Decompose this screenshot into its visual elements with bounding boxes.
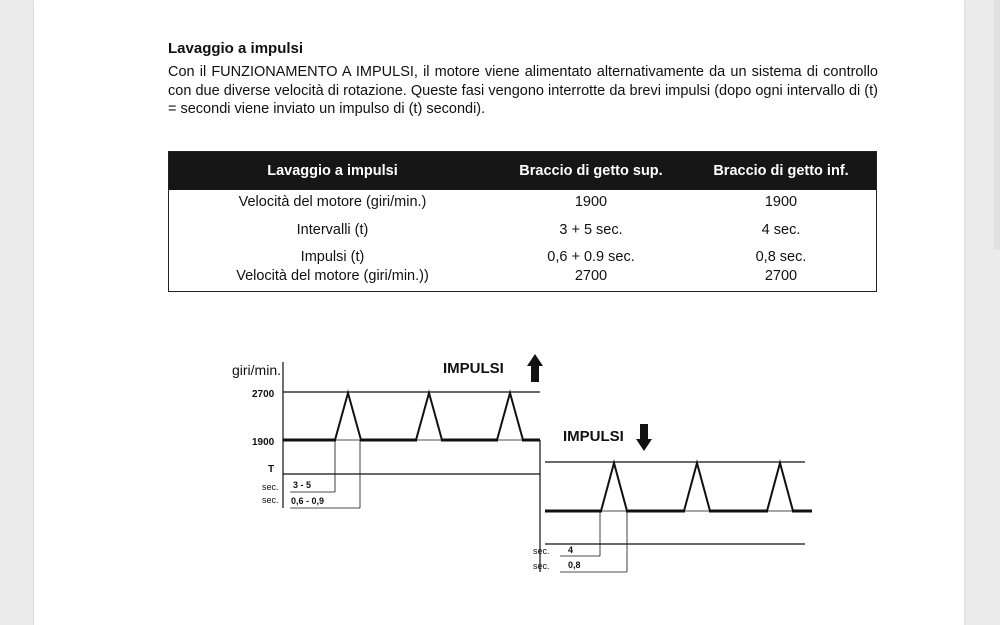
- sec-label: sec.: [533, 561, 550, 571]
- impulse-peak: [497, 393, 523, 440]
- impulses-up-label: IMPULSI: [443, 360, 504, 377]
- ytick-2700: 2700: [252, 389, 275, 400]
- arrow-up-icon: [527, 354, 543, 382]
- impulse-peak: [767, 463, 793, 511]
- table-cell: Velocità del motore (giri/min.)): [236, 268, 429, 284]
- arrow-down-icon: [636, 424, 652, 451]
- sec-label: sec.: [262, 482, 279, 492]
- upper-waveform: [283, 393, 540, 442]
- sec-label: sec.: [262, 495, 279, 505]
- lower-waveform: [545, 463, 812, 513]
- y-axis-label: giri/min.: [232, 362, 282, 378]
- section-paragraph: Con il FUNZIONAMENTO A IMPULSI, il motore viene alimentato alternativamente da un sistema di controllo con due diverse velocità di rotazione. Queste fasi vengono interrotte da brevi impulsi (dopo ogni intervallo di (t) = secondi viene inviato un impulso di (t) secondi).: [168, 64, 878, 117]
- table-cell: Intervalli (t): [296, 222, 369, 238]
- impulse-peak: [684, 463, 710, 511]
- header-cell-upper-arm: Braccio di getto sup.: [519, 163, 663, 179]
- up-interval-value: 3 - 5: [293, 480, 312, 490]
- table-cell: 0,6 + 0.9 sec.: [547, 249, 635, 265]
- down-pulse-value: 0,8: [568, 560, 581, 570]
- table-cell: Velocità del motore (giri/min.): [238, 194, 427, 210]
- table-cell: Impulsi (t): [300, 249, 365, 265]
- table-cell: 2700: [764, 268, 798, 284]
- table-cell: 1900: [764, 194, 798, 210]
- table-cell: 0,8 sec.: [755, 249, 807, 265]
- t-label: T: [268, 464, 275, 475]
- header-cell-wash: Lavaggio a impulsi: [267, 163, 398, 179]
- impulse-peak: [416, 393, 442, 440]
- table-cell: 4 sec.: [761, 222, 801, 238]
- impulse-peak: [335, 393, 361, 440]
- down-interval-value: 4: [568, 545, 574, 555]
- impulses-down-label: IMPULSI: [563, 428, 624, 445]
- header-cell-lower-arm: Braccio di getto inf.: [713, 163, 849, 179]
- up-pulse-value: 0,6 - 0,9: [291, 496, 325, 506]
- sec-label: sec.: [533, 546, 550, 556]
- ytick-1900: 1900: [252, 437, 275, 448]
- table-cell: 1900: [574, 194, 608, 210]
- table-cell: 2700: [574, 268, 608, 284]
- impulse-peak: [601, 463, 627, 511]
- section-title: Lavaggio a impulsi: [168, 40, 304, 57]
- table-cell: 3 + 5 sec.: [559, 222, 623, 238]
